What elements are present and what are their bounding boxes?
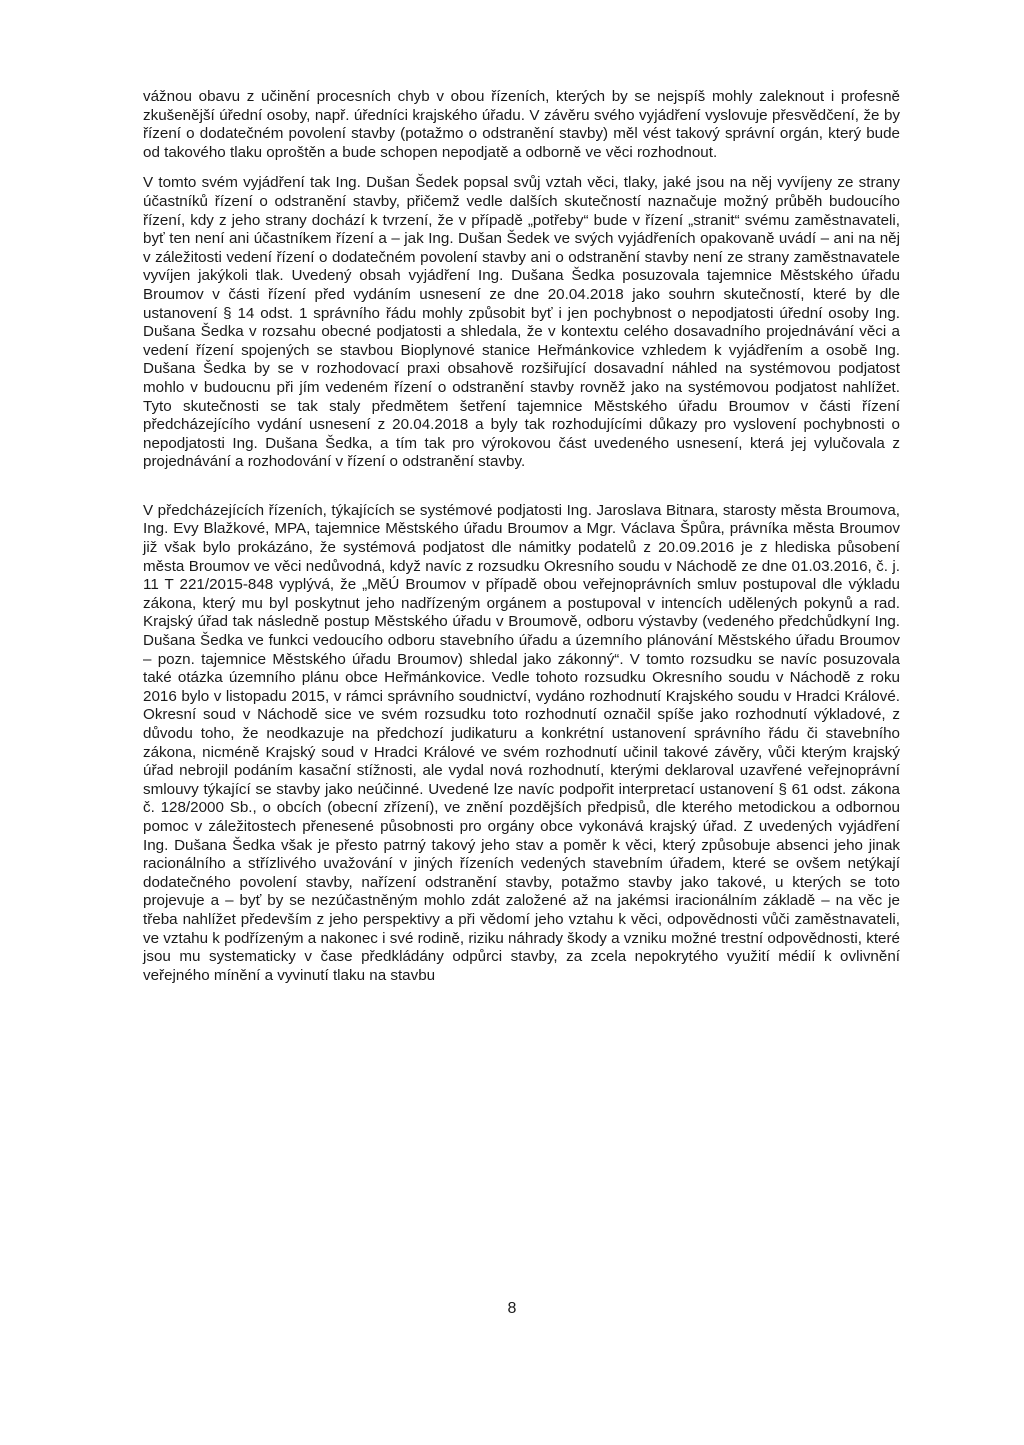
- document-page: [143, 88, 900, 985]
- paragraph-2: V tomto svém vyjádření tak Ing. Dušan Šedek popsal svůj vztah věci, tlaky, jaké jsou na něj vyvíjeny ze strany účastníků řízení o odstranění stavby, přičemž vedle dalších skutečností naznačuje možný průběh budoucího řízení, kdy z jeho strany dochází k tvrzení, že v případě „potřeby“ bude v řízení „stranit“ svému zaměstnavateli, byť ten není ani účastníkem řízení a – jak Ing. Dušan Šedek ve svých vyjádřeních opakovaně uvádí – ani na něj v záležitosti vedení řízení o dodatečném povolení stavby ani o odstranění stavby není ze strany zaměstnavatele vyvíjen jakýkoli tlak. Uvedený obsah vyjádření Ing. Dušana Šedka posuzovala tajemnice Městského úřadu Broumov v části řízení před vydáním usnesení ze dne 20.04.2018 jako souhrn skutečností, které by dle ustanovení § 14 odst. 1 správního řádu mohly způsobit byť i jen pochybnost o nepodjatosti úřední osoby Ing. Dušana Šedka v rozsahu obecné podjatosti a shledala, že v kontextu celého dosavadního projednávání věci a vedení řízení spojených se stavbou Bioplynové stanice Heřmánkovice vzhledem k vyjádřením a osobě Ing. Dušana Šedka by se v rozhodovací praxi obsahově rozšiřující dosavadní náhled na systémovou podjatost mohlo v budoucnu při jím vedeném řízení o odstranění stavby rovněž jako na systémovou podjatost nahlížet. Tyto skutečnosti se tak staly předmětem šetření tajemnice Městského úřadu Broumov v části řízení předcházejícího vydání usnesení z 20.04.2018 a byly tak rozhodujícími důkazy pro vyslovení pochybnosti o nepodjatosti Ing. Dušana Šedka, a tím tak pro výrokovou část uvedeného usnesení, která jej vylučovala z projednávání a rozhodování v řízení o odstranění stavby.: [143, 174, 900, 471]
- paragraph-3: V předcházejících řízeních, týkajících se systémové podjatosti Ing. Jaroslava Bitnara, starosty města Broumova, Ing. Evy Blažkové, MPA, tajemnice Městského úřadu Broumov a Mgr. Václava Špůra, právníka města Broumov již však bylo prokázáno, že systémová podjatost dle námitky podatelů z 20.09.2016 je z hlediska působení města Broumov ve věci nedůvodná, když navíc z rozsudku Okresního soudu v Náchodě ze dne 01.03.2016, č. j. 11 T 221/2015-848 vyplývá, že „MěÚ Broumov v případě obou veřejnoprávních smluv postupoval dle výkladu zákona, který mu byl poskytnut jeho nadřízeným orgánem a postupoval v intencích udělených pokynů a rad. Krajský úřad tak následně postup Městského úřadu v Broumově, odboru výstavby (vedeného předchůdkyní Ing. Dušana Šedka ve funkci vedoucího odboru stavebního úřadu a územního plánování Městského úřadu Broumov – pozn. tajemnice Městského úřadu Broumov) shledal jako zákonný“. V tomto rozsudku se navíc posuzovala také otázka územního plánu obce Heřmánkovice. Vedle tohoto rozsudku Okresního soudu v Náchodě z roku 2016 bylo v listopadu 2015, v rámci správního soudnictví, vydáno rozhodnutí Krajského soudu v Hradci Králové. Okresní soud v Náchodě sice ve svém rozsudku toto rozhodnutí označil spíše jako rozhodnutí výkladové, z důvodu toho, že neodkazuje na předchozí judikaturu a konkrétní ustanovení správního řádu či stavebního zákona, nicméně Krajský soud v Hradci Králové ve svém rozhodnutí učinil takové závěry, vůči kterým krajský úřad nebrojil podáním kasační stížnosti, ale vydal nová rozhodnutí, kterými deklaroval uzavřené veřejnoprávní smlouvy týkající se stavby jako neúčinné. Uvedené lze navíc podpořit interpretací ustanovení § 61 odst. zákona č. 128/2000 Sb., o obcích (obecní zřízení), ve znění pozdějších předpisů, dle kterého metodickou a odbornou pomoc v záležitostech přenesené působnosti pro orgány obce vykonává krajský úřad. Z uvedených vyjádření Ing. Dušana Šedka však je přesto patrný takový jeho stav a poměr k věci, který způsobuje absenci jeho jinak racionálního a střízlivého uvažování v jiných řízeních vedených stavebním úřadem, které se ovšem netýkají dodatečného povolení stavby, nařízení odstranění stavby, potažmo stavby jako takové, u kterých se toto projevuje a – byť by se nezúčastněným mohlo zdát založené až na jakémsi iracionálním základě – na věc je třeba nahlížet především z jeho perspektivy a při vědomí jeho vztahu k věci, odpovědnosti vůči zaměstnavateli, ve vztahu k podřízeným a nakonec i své rodině, riziku náhrady škody a vzniku možné trestní odpovědnosti, které jsou mu systematicky v čase předkládány odpůrci stavby, za zcela nepokrytého využití médií k ovlivnění veřejného mínění a vyvinutí tlaku na stavbu: [143, 501, 900, 984]
- paragraph-1: vážnou obavu z učinění procesních chyb v obou řízeních, kterých by se nejspíš mohly zaleknout i profesně zkušenější úřední osoby, např. úředníci krajského úřadu. V závěru svého vyjádření vyslovuje přesvědčení, že by řízení o dodatečném povolení stavby (potažmo o odstranění stavby) měl vést takový správní orgán, který bude od takového tlaku oproštěn a bude schopen nepodjatě a odborně ve věci rozhodnout.: [143, 88, 900, 161]
- page-number: 8: [507, 1300, 517, 1317]
